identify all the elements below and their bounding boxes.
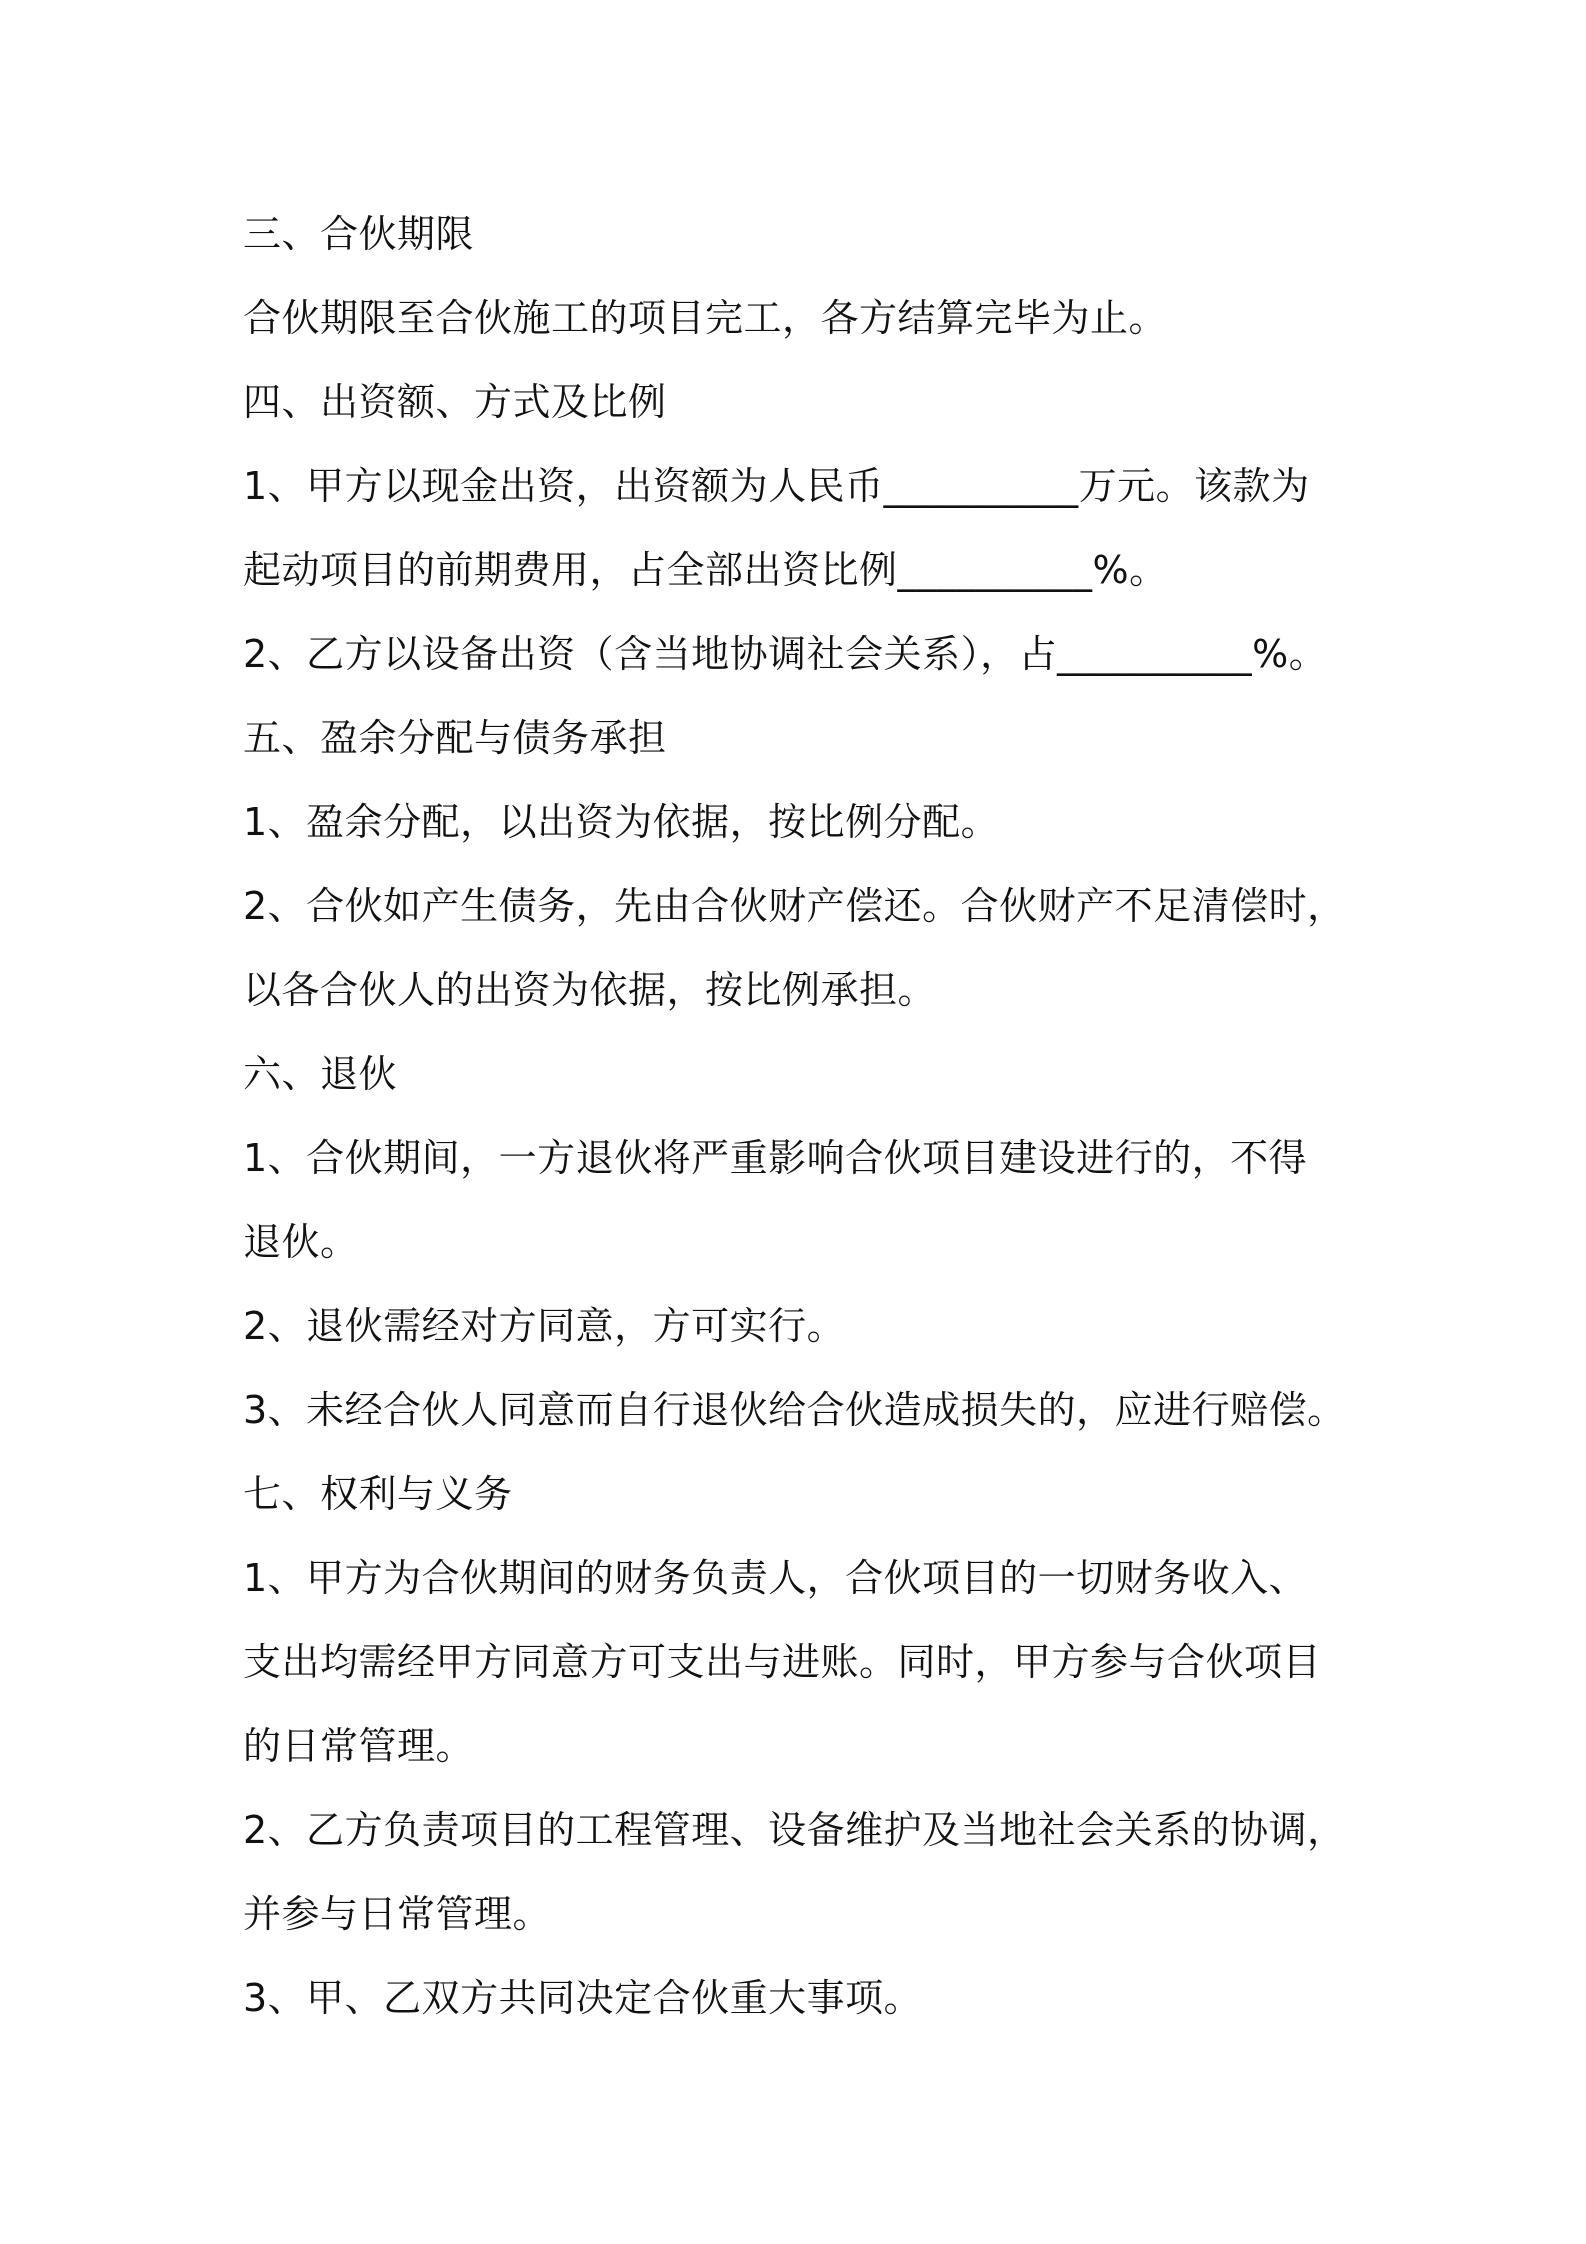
paragraph-line: 1、合伙期间，一方退伙将严重影响合伙项目建设进行的，不得 — [243, 1136, 1308, 1180]
paragraph-line: 以各合伙人的出资为依据，按比例承担。 — [243, 968, 937, 1012]
document-body — [243, 192, 1383, 2040]
paragraph-line: 3、未经合伙人同意而自行退伙给合伙造成损失的，应进行赔偿。 — [243, 1388, 1346, 1432]
paragraph-line: 的日常管理。 — [243, 1724, 475, 1768]
paragraph-line: 退伙。 — [243, 1220, 359, 1264]
section-heading-rights: 七、权利与义务 — [243, 1472, 513, 1516]
paragraph-line: 合伙期限至合伙施工的项目完工，各方结算完毕为止。 — [243, 296, 1168, 340]
paragraph-line: 2、乙方负责项目的工程管理、设备维护及当地社会关系的协调， — [243, 1808, 1346, 1852]
section-heading-withdrawal: 六、退伙 — [243, 1052, 398, 1096]
paragraph-line: 支出均需经甲方同意方可支出与进账。同时，甲方参与合伙项目 — [243, 1640, 1322, 1684]
paragraph-line: 1、甲方为合伙期间的财务负责人，合伙项目的一切财务收入、 — [243, 1556, 1308, 1600]
paragraph-line: 2、合伙如产生债务，先由合伙财产偿还。合伙财产不足清偿时， — [243, 884, 1346, 928]
paragraph-line: 2、退伙需经对方同意，方可实行。 — [243, 1304, 846, 1348]
section-heading-term: 三、合伙期限 — [243, 212, 475, 256]
paragraph-line: 2、乙方以设备出资（含当地协调社会关系），占__________%。 — [243, 632, 1328, 676]
paragraph-line: 起动项目的前期费用，占全部出资比例__________%。 — [243, 548, 1168, 592]
section-heading-profit: 五、盈余分配与债务承担 — [243, 716, 667, 760]
paragraph-line: 3、甲、乙双方共同决定合伙重大事项。 — [243, 1976, 923, 2020]
paragraph-line: 1、盈余分配，以出资为依据，按比例分配。 — [243, 800, 1000, 844]
paragraph-line: 1、甲方以现金出资，出资额为人民币__________万元。该款为 — [243, 464, 1310, 508]
paragraph-line: 并参与日常管理。 — [243, 1892, 552, 1936]
section-heading-contribution: 四、出资额、方式及比例 — [243, 380, 667, 424]
